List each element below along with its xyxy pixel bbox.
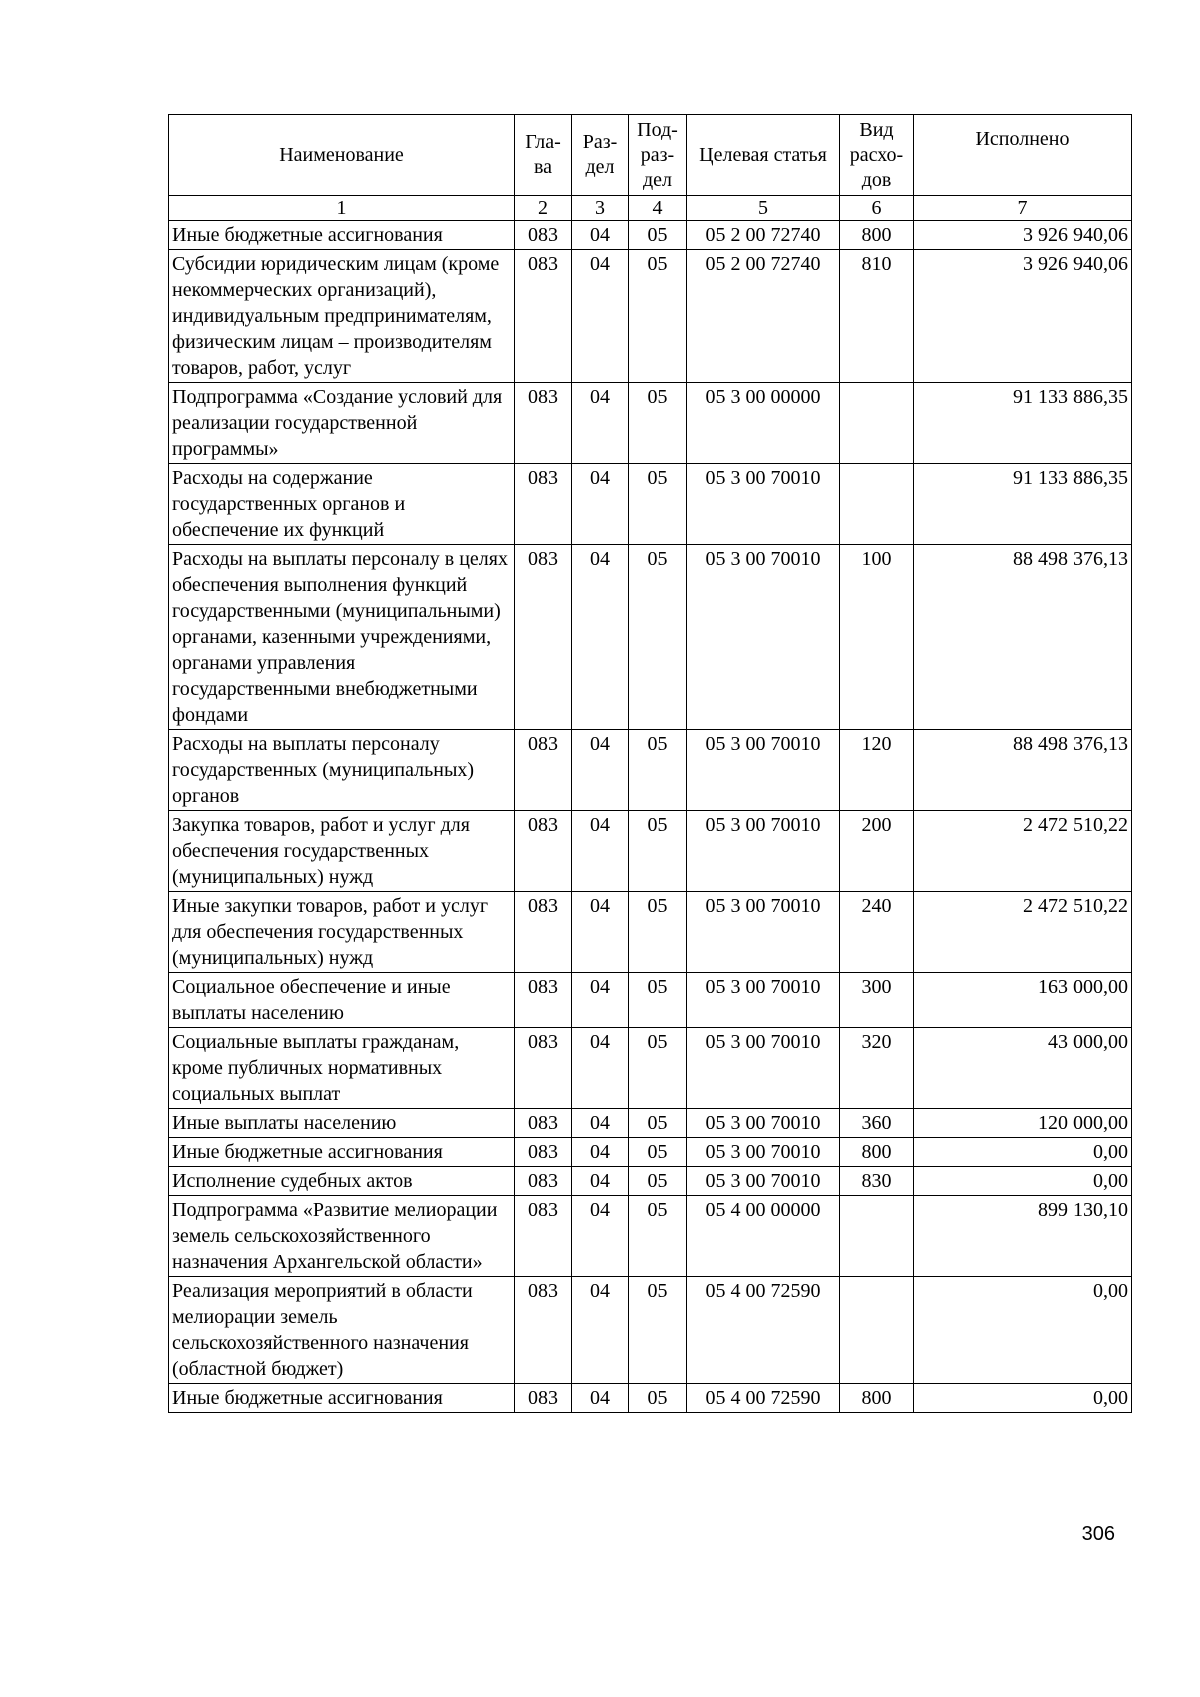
cell-razdel: 04 (572, 1138, 629, 1167)
cell-vid (840, 464, 914, 545)
cell-vid: 100 (840, 545, 914, 730)
column-number: 3 (572, 196, 629, 221)
cell-name: Иные выплаты населению (169, 1109, 515, 1138)
cell-glava: 083 (515, 811, 572, 892)
table-row (169, 1384, 1132, 1413)
cell-razdel: 04 (572, 892, 629, 973)
cell-amount: 88 498 376,13 (914, 545, 1132, 730)
cell-amount: 91 133 886,35 (914, 464, 1132, 545)
cell-name: Социальные выплаты гражданам, кроме публичных нормативных социальных выплат (169, 1028, 515, 1109)
column-number: 1 (169, 196, 515, 221)
cell-name: Иные бюджетные ассигнования (169, 1138, 515, 1167)
cell-statya: 05 4 00 72590 (687, 1277, 840, 1384)
cell-glava: 083 (515, 973, 572, 1028)
header-vid: Вид расхо-дов (840, 115, 914, 196)
cell-amount: 91 133 886,35 (914, 383, 1132, 464)
cell-statya: 05 3 00 70010 (687, 730, 840, 811)
table-row (169, 1196, 1132, 1277)
cell-razdel: 04 (572, 1028, 629, 1109)
cell-glava: 083 (515, 892, 572, 973)
header-row (169, 115, 1132, 196)
cell-podrazdel: 05 (629, 1028, 687, 1109)
cell-podrazdel: 05 (629, 545, 687, 730)
cell-name: Закупка товаров, работ и услуг для обеспечения государственных (муниципальных) нужд (169, 811, 515, 892)
cell-podrazdel: 05 (629, 1277, 687, 1384)
cell-podrazdel: 05 (629, 1196, 687, 1277)
table-row (169, 464, 1132, 545)
cell-glava: 083 (515, 221, 572, 250)
table-row (169, 1167, 1132, 1196)
cell-glava: 083 (515, 1109, 572, 1138)
cell-glava: 083 (515, 250, 572, 383)
cell-glava: 083 (515, 730, 572, 811)
cell-amount: 3 926 940,06 (914, 250, 1132, 383)
table-row (169, 1138, 1132, 1167)
cell-statya: 05 3 00 70010 (687, 973, 840, 1028)
table-body (169, 221, 1132, 1413)
cell-amount: 899 130,10 (914, 1196, 1132, 1277)
table-row (169, 811, 1132, 892)
cell-podrazdel: 05 (629, 464, 687, 545)
cell-podrazdel: 05 (629, 973, 687, 1028)
cell-razdel: 04 (572, 250, 629, 383)
cell-statya: 05 2 00 72740 (687, 250, 840, 383)
cell-glava: 083 (515, 1167, 572, 1196)
cell-podrazdel: 05 (629, 1384, 687, 1413)
budget-table (168, 114, 1132, 1413)
cell-glava: 083 (515, 1028, 572, 1109)
cell-statya: 05 3 00 70010 (687, 1138, 840, 1167)
cell-name: Реализация мероприятий в области мелиорации земель сельскохозяйственного назначения (областной бюджет) (169, 1277, 515, 1384)
table-row (169, 1277, 1132, 1384)
cell-amount: 0,00 (914, 1138, 1132, 1167)
cell-amount: 120 000,00 (914, 1109, 1132, 1138)
cell-glava: 083 (515, 1196, 572, 1277)
header-podrazdel: Под-раз-дел (629, 115, 687, 196)
cell-podrazdel: 05 (629, 811, 687, 892)
cell-statya: 05 3 00 70010 (687, 1109, 840, 1138)
cell-vid: 200 (840, 811, 914, 892)
cell-statya: 05 4 00 72590 (687, 1384, 840, 1413)
table-row (169, 973, 1132, 1028)
cell-razdel: 04 (572, 973, 629, 1028)
cell-podrazdel: 05 (629, 1167, 687, 1196)
cell-podrazdel: 05 (629, 892, 687, 973)
cell-name: Иные бюджетные ассигнования (169, 1384, 515, 1413)
cell-amount: 0,00 (914, 1384, 1132, 1413)
table-row (169, 383, 1132, 464)
cell-statya: 05 3 00 00000 (687, 383, 840, 464)
cell-glava: 083 (515, 1277, 572, 1384)
cell-razdel: 04 (572, 383, 629, 464)
cell-razdel: 04 (572, 1196, 629, 1277)
cell-razdel: 04 (572, 730, 629, 811)
header-glava: Гла-ва (515, 115, 572, 196)
cell-vid (840, 383, 914, 464)
header-statya: Целевая статья (687, 115, 840, 196)
cell-vid: 360 (840, 1109, 914, 1138)
table-row (169, 221, 1132, 250)
cell-razdel: 04 (572, 811, 629, 892)
cell-vid: 810 (840, 250, 914, 383)
cell-name: Социальное обеспечение и иные выплаты населению (169, 973, 515, 1028)
cell-name: Подпрограмма «Создание условий для реализации государственной программы» (169, 383, 515, 464)
cell-vid: 800 (840, 1138, 914, 1167)
cell-statya: 05 3 00 70010 (687, 464, 840, 545)
cell-glava: 083 (515, 1384, 572, 1413)
column-number-row (169, 196, 1132, 221)
cell-vid: 120 (840, 730, 914, 811)
cell-amount: 2 472 510,22 (914, 892, 1132, 973)
cell-podrazdel: 05 (629, 221, 687, 250)
cell-glava: 083 (515, 464, 572, 545)
cell-razdel: 04 (572, 464, 629, 545)
cell-statya: 05 2 00 72740 (687, 221, 840, 250)
cell-amount: 163 000,00 (914, 973, 1132, 1028)
cell-name: Расходы на выплаты персоналу государственных (муниципальных) органов (169, 730, 515, 811)
cell-amount: 3 926 940,06 (914, 221, 1132, 250)
cell-glava: 083 (515, 383, 572, 464)
cell-statya: 05 4 00 00000 (687, 1196, 840, 1277)
cell-vid: 300 (840, 973, 914, 1028)
cell-razdel: 04 (572, 1109, 629, 1138)
column-number: 4 (629, 196, 687, 221)
cell-amount: 0,00 (914, 1277, 1132, 1384)
header-razdel: Раз-дел (572, 115, 629, 196)
cell-podrazdel: 05 (629, 730, 687, 811)
cell-vid: 800 (840, 1384, 914, 1413)
cell-name: Иные закупки товаров, работ и услуг для обеспечения государственных (муниципальных) нужд (169, 892, 515, 973)
cell-name: Расходы на выплаты персоналу в целях обеспечения выполнения функций государственными (муниципальными) органами, казенными учреждениями, органами управления государственными внебюджетными фондами (169, 545, 515, 730)
cell-statya: 05 3 00 70010 (687, 892, 840, 973)
page-number: 306 (1081, 1523, 1115, 1545)
table-row (169, 1028, 1132, 1109)
cell-vid: 830 (840, 1167, 914, 1196)
cell-razdel: 04 (572, 221, 629, 250)
table-row (169, 892, 1132, 973)
cell-amount: 0,00 (914, 1167, 1132, 1196)
header-name: Наименование (169, 115, 515, 196)
column-number: 6 (840, 196, 914, 221)
header-ispolneno: Исполнено (914, 115, 1132, 196)
cell-amount: 43 000,00 (914, 1028, 1132, 1109)
cell-vid (840, 1196, 914, 1277)
cell-podrazdel: 05 (629, 1109, 687, 1138)
cell-statya: 05 3 00 70010 (687, 811, 840, 892)
cell-statya: 05 3 00 70010 (687, 1167, 840, 1196)
column-number: 7 (914, 196, 1132, 221)
cell-name: Субсидии юридическим лицам (кроме некоммерческих организаций), индивидуальным предпринимателям, физическим лицам – производителям товаров, работ, услуг (169, 250, 515, 383)
cell-razdel: 04 (572, 545, 629, 730)
table-row (169, 1109, 1132, 1138)
cell-glava: 083 (515, 545, 572, 730)
cell-name: Исполнение судебных актов (169, 1167, 515, 1196)
table-row (169, 730, 1132, 811)
cell-name: Подпрограмма «Развитие мелиорации земель сельскохозяйственного назначения Архангельской области» (169, 1196, 515, 1277)
cell-razdel: 04 (572, 1277, 629, 1384)
cell-vid: 800 (840, 221, 914, 250)
cell-vid (840, 1277, 914, 1384)
cell-vid: 240 (840, 892, 914, 973)
cell-statya: 05 3 00 70010 (687, 545, 840, 730)
column-number: 5 (687, 196, 840, 221)
cell-podrazdel: 05 (629, 383, 687, 464)
table-row (169, 545, 1132, 730)
cell-glava: 083 (515, 1138, 572, 1167)
cell-podrazdel: 05 (629, 250, 687, 383)
cell-vid: 320 (840, 1028, 914, 1109)
cell-amount: 2 472 510,22 (914, 811, 1132, 892)
cell-amount: 88 498 376,13 (914, 730, 1132, 811)
table-row (169, 250, 1132, 383)
cell-razdel: 04 (572, 1167, 629, 1196)
cell-statya: 05 3 00 70010 (687, 1028, 840, 1109)
cell-name: Расходы на содержание государственных органов и обеспечение их функций (169, 464, 515, 545)
column-number: 2 (515, 196, 572, 221)
cell-razdel: 04 (572, 1384, 629, 1413)
cell-name: Иные бюджетные ассигнования (169, 221, 515, 250)
cell-podrazdel: 05 (629, 1138, 687, 1167)
